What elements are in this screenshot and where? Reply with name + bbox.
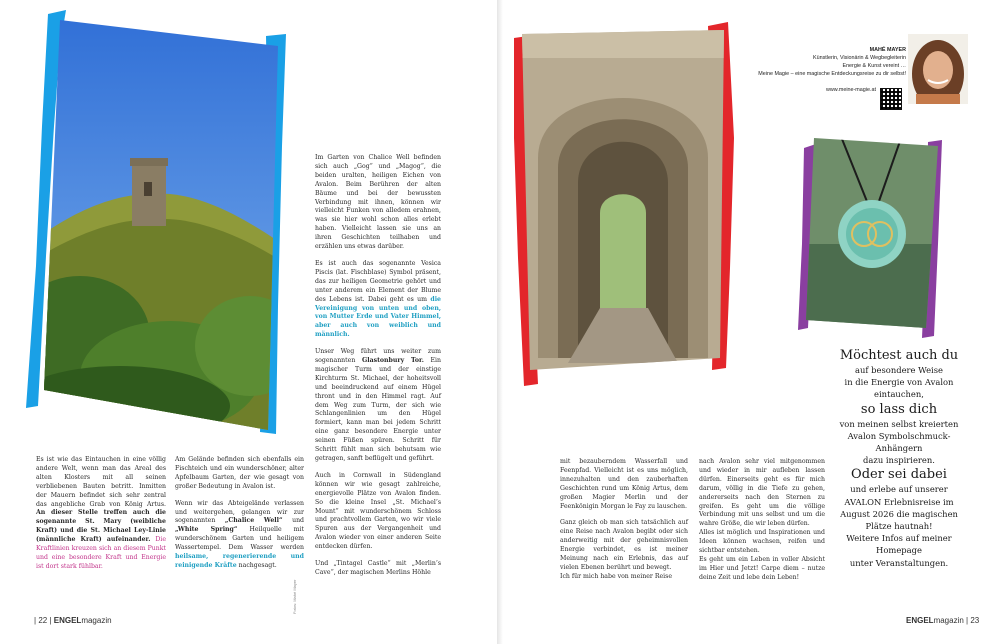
col4-para-3: Ich für mich habe von meiner Reise [560, 572, 672, 580]
text-column-2: Am Gelände befinden sich ebenfalls ein Fischteich und ein wunderschöner, alter Apfelbaum Garten, der wie gesagt von großer Bedeutung in Avalon ist. Wenn wir das Abteigelände verlassen und weitergehen, gelangen wir zur sogenannten „Chalice Well“ und „White Spring“ Heilquelle mit wunderschönem Garten und heiligem Wassertempel. Dem Wasser werden heilsame, regenerierende und reinigende Kräfte nachgesagt. [175, 456, 305, 569]
photo-glastonbury-tor [20, 6, 292, 436]
folio-right: ENGELmagazin | 23 [906, 616, 980, 625]
author-name: MAHÉ MAYER [869, 47, 906, 53]
col5-para-3: Es geht um ein Leben in voller Absicht im Hier und Jetzt! Carpe diem – nutze deine Zeit und lebe dein Leben! [699, 555, 825, 581]
col3-para-1: Im Garten von Chalice Well befinden sich auch „Gog“ und „Magog“, die beiden uralten, heiligen Eichen von Avalon. Beim Berühren der alten Bäume und bei der bewussten Verbindung mit ihnen, können wir vielleicht Funken von alledem erahnen, was sie hier wohl schon alles erlebt haben. Vielleicht lassen sie uns an ihren Geschichten teilhaben und erzählen uns etwas darüber. [315, 154, 441, 251]
col3-para-4: Auch in Cornwall in Südengland können wir wie gesagt zahlreiche, energievolle Plätze von Avalon finden. So die kleine Insel „St. Michael’s Mount“ mit wunderschönem Schloss und prachtvollem Garten, wo wir viele Spuren aus der Vergangenheit und Avalon wieder von einer anderen Seite entdecken dürfen. [315, 471, 441, 551]
photo-credit: Fotos: Mahé Mayer [292, 579, 297, 614]
author-website[interactable]: www.meine-magie.at [825, 87, 876, 93]
col5-para-2: Alles ist möglich und Inspirationen und Ideen können wachsen, reifen und sichtbar entstehen. [699, 529, 825, 555]
author-portrait [908, 34, 968, 104]
promo-headline-2: so lass dich [860, 401, 938, 417]
col4-para-1: mit bezauberndem Wasserfall und Feenpfad. Vielleicht ist es uns möglich, innezuhalten und den zauberhaften Geschichten rund um König Artus, dem großen Magier Merlin und der Feenkönigin Morgan le Fay zu lauschen. [560, 458, 688, 510]
author-tagline-2: Energie & Kunst vereint … [842, 63, 906, 69]
col5-para-1: nach Avalon sehr viel mitgenommen und wieder in mir aufleben lassen dürfen. Einerseits geht es für mich darum, völlig in die Tiefe zu gehen, andererseits nach den Sternen zu greifen. Es geht um die völlige Verbindung mit uns selbst und um die wahre Größe, die wir leben dürfen. [699, 458, 825, 528]
promo-headline-3: Oder sei dabei [851, 467, 947, 483]
folio-left: | 22 | ENGELmagazin [34, 616, 112, 625]
col1-bold-text: An dieser Stelle treffen auch die sogenannte St. Mary (weibliche Kraft) und die St. Michael Ley-Linie (männliche Kraft) aufeinander. [36, 509, 166, 544]
col1-pink-text: Die Kraftlinien kreuzen sich an diesem Punkt und eine besondere Kraft und Energie ist dort stark fühlbar. [36, 536, 167, 570]
col2-para-1: Am Gelände befinden sich ebenfalls ein Fischteich und ein wunderschöner, alter Apfelbaum Garten, der wie gesagt von großer Bedeutung in Avalon ist. [175, 456, 304, 490]
col4-para-2: Ganz gleich ob man sich tatsächlich auf eine Reise nach Avalon begibt oder sich anderweitig mit der geheimnisvollen Energie verbindet, es ist meiner Meinung nach ein Erlebnis, das auf vielen Ebenen berührt und bewegt. [560, 519, 688, 571]
author-box [738, 46, 906, 94]
photo-avalon-pendant [796, 124, 946, 340]
text-column-5 [699, 458, 825, 591]
text-column-1 [36, 456, 166, 580]
qr-code-icon[interactable] [880, 88, 902, 110]
text-column-4 [560, 458, 688, 590]
promo-headline-1: Möchtest auch du [839, 348, 959, 363]
col3-para-5: Und „Tintagel Castle“ mit „Merlin’s Cave“, der magischen Merlins Höhle [315, 560, 441, 576]
col1-text: Es ist wie das Eintauchen in eine völlig andere Welt, wenn man das Areal des alten Klosters mit all seinen verbliebenen Bauten betritt. Inmitten der Mauern befindet sich sehr zentral das angebliche Grab von König Artus. [36, 456, 166, 508]
spine-shadow [497, 0, 503, 644]
text-column-3: Im Garten von Chalice Well befinden sich auch „Gog“ und „Magog“, die beiden uralten, heiligen Eichen von Avalon. Beim Berühren der alten Bäume und bei der bewussten Verbindung mit ihnen, können wir vielleicht Funken von alledem erahnen, was sie hier wohl schon alles erlebt haben. Vielleicht lassen sie uns an ihren Geschichten teilhaben und erzählen uns etwas darüber. Es ist auch das sogenannte Vesica Piscis (lat. Fischblase) Symbol präsent, das zur heiligen Geometrie gehört und unter anderem ein Element der Blume des Lebens ist. Dabei geht es um die Vereinigung von unten und oben, von Mutter Erde und Vater Himmel, aber auch von weiblich und männlich. Unser Weg führt uns weiter zum sogenannten Glastonbury Tor. Ein magischer Turm und der einstige Kirchturm St. Michael, der hoheitsvoll und beeindruckend auf einem Hügel thront und in den Himmel ragt. Auf dem Weg zum Turm, der sich wie Schlangenlinien um den Hügel formiert, kann man bei jedem Schritt eine ganz besondere Energie unter seinen Füßen spüren. Schritt für Schritt fühlt man sich behutsam wie getragen, sanft beflügelt und geführt. Auch in Cornwall in Südengland können wir wie gesagt zahlreiche, energievolle Plätze von Avalon finden. So die kleine Insel „St. Michael’s Mount“ mit wunderschönem Schloss und prachtvollem Garten, wo wir viele Spuren aus der Vergangenheit und Avalon wieder von einer anderen Seite entdecken dürfen. Und „Tintagel Castle“ mit „Merlin’s Cave“, der magischen Merlins Höhle [315, 154, 442, 576]
promo-box: Möchtest auch du auf besondere Weise in die Energie von Avalon eintauchen, so lass dich von meinen selbst kreierten Avalon Symbolschmuck-Anhängern dazu inspirieren. Oder sei dabei und erlebe auf unserer AVALON Erlebnisreise im August 2026 die magischen Plätze hautnah! Weitere Infos auf meiner Homepage unter Veranstaltungen. [832, 347, 966, 569]
photo-abbey-archway [508, 18, 740, 388]
author-tagline-1: Künstlerin, Visionärin & Wegbegleiterin [813, 55, 906, 61]
author-tagline-3: Meine Magie – eine magische Entdeckungsreise zu dir selbst! [758, 71, 906, 77]
